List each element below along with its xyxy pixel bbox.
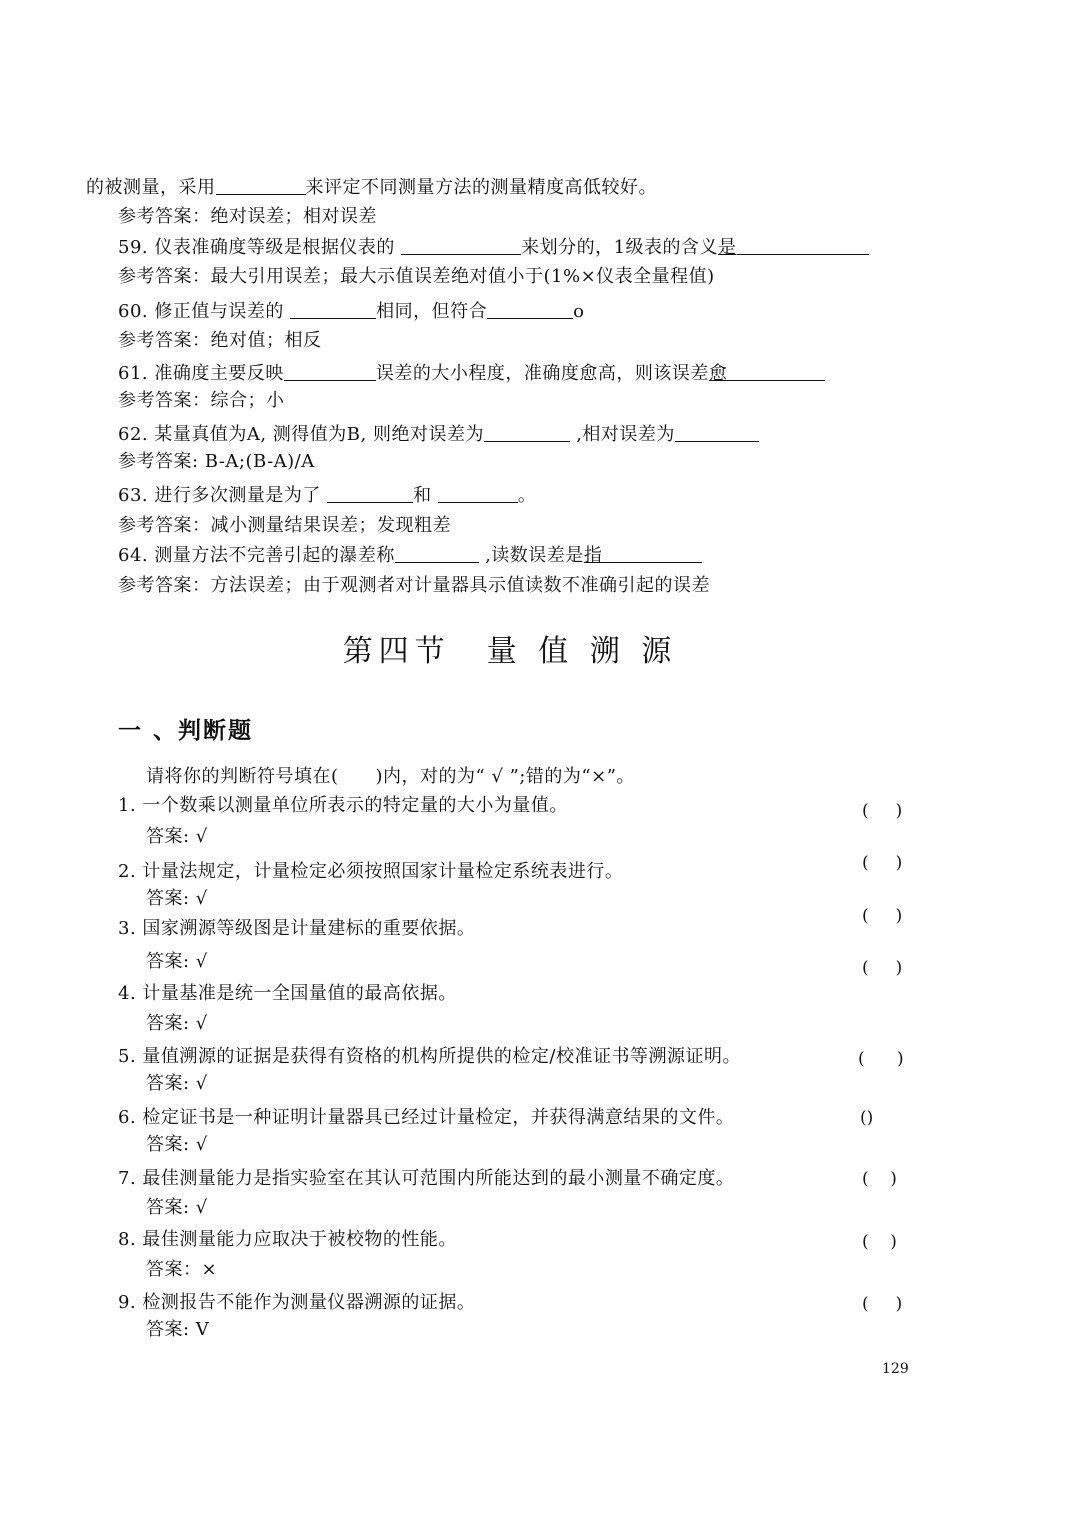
judgment-answer: 答案: √ (146, 1013, 208, 1034)
judgment-answer: 答案：× (146, 1259, 218, 1280)
question-text: ,相对误差为 (569, 424, 675, 445)
question-64 (118, 545, 702, 567)
judgment-question: 5. 量值溯源的证据是获得有资格的机构所提供的检定/校准证书等溯源证明。 (118, 1046, 741, 1067)
question-text: 和 (413, 485, 438, 506)
reference-answer: 参考答案：综合；小 (118, 390, 285, 411)
answer-blank (602, 546, 702, 563)
underlined-char: 指 (583, 545, 603, 566)
question-63 (118, 485, 536, 507)
answer-blank (284, 364, 376, 381)
question-text: ,读数误差是 (478, 545, 584, 566)
question-line (86, 177, 657, 199)
reference-answer: 参考答案：减小测量结果误差；发现粗差 (118, 515, 451, 536)
answer-blank (487, 302, 573, 319)
judgment-question: 8. 最佳测量能力应取决于被校物的性能。 (118, 1229, 457, 1250)
question-text: o (573, 301, 585, 322)
instruction: 请将你的判断符号填在( )内，对的为“ √ ”;错的为“×”。 (146, 766, 635, 787)
question-text: 64. 测量方法不完善引起的瀑差称 (118, 545, 395, 566)
reference-answer: 参考答案：方法误差；由于观测者对计量器具示值读数不准确引起的误差 (118, 575, 710, 596)
judgment-answer: 答案: V (146, 1319, 210, 1340)
question-61 (118, 363, 825, 385)
answer-parentheses: ( ) (858, 1049, 904, 1069)
answer-blank (216, 178, 306, 195)
judgment-answer: 答案: √ (146, 951, 208, 972)
reference-answer: 参考答案：绝对误差；相对误差 (118, 206, 377, 227)
answer-parentheses: ( ) (862, 1169, 897, 1189)
answer-blank (484, 425, 570, 442)
reference-answer: 参考答案: B-A;(B-A)/A (118, 451, 315, 472)
underlined-char: 是 (718, 237, 737, 258)
question-text: 63. 进行多次测量是为了 (118, 485, 328, 506)
answer-blank (401, 238, 521, 255)
answer-parentheses: ( ) (862, 958, 903, 978)
question-text: 来划分的，1级表的含义 (521, 237, 719, 258)
part-title: 一 、判断题 (118, 717, 254, 744)
answer-parentheses: ( ) (862, 1232, 897, 1252)
answer-parentheses: ( ) (862, 1294, 903, 1314)
judgment-question: 2. 计量法规定，计量检定必须按照国家计量检定系统表进行。 (118, 861, 624, 882)
answer-blank (438, 486, 518, 503)
judgment-question: 9. 检测报告不能作为测量仪器溯源的证据。 (118, 1292, 476, 1313)
question-text: 60. 修正值与误差的 (118, 301, 291, 322)
question-text: 误差的大小程度，准确度愈高，则该误差 (375, 363, 709, 384)
underlined-char: 愈 (708, 363, 728, 384)
judgment-answer: 答案: √ (146, 888, 208, 909)
question-text: 61. 准确度主要反映 (118, 363, 284, 384)
question-text: 。 (517, 485, 537, 506)
question-text: 的被测量，采用 (86, 177, 216, 198)
judgment-answer: 答案: √ (146, 1073, 208, 1094)
judgment-question: 1. 一个数乘以测量单位所表示的特定量的大小为量值。 (118, 795, 568, 816)
answer-blank (327, 486, 413, 503)
question-text: 相同，但符合 (376, 301, 488, 322)
question-62 (118, 424, 759, 446)
question-text: 59. 仪表准确度等级是根据仪表的 (118, 237, 402, 258)
judgment-answer: 答案: √ (146, 1197, 208, 1218)
answer-parentheses: ( ) (862, 801, 903, 821)
section-title: 第四节 量 值 溯 源 (342, 634, 678, 669)
answer-parentheses: ( ) (862, 853, 903, 873)
question-60 (118, 301, 584, 323)
judgment-question: 4. 计量基准是统一全国量值的最高依据。 (118, 983, 457, 1004)
page-number: 129 (882, 1361, 909, 1377)
answer-blank (727, 364, 825, 381)
judgment-answer: 答案: √ (146, 826, 208, 847)
question-text: 62. 某量真值为A, 测得值为B, 则绝对误差为 (118, 424, 484, 445)
judgment-question: 3. 国家溯源等级图是计量建标的重要依据。 (118, 918, 476, 939)
answer-blank (675, 425, 759, 442)
question-59 (118, 237, 869, 259)
reference-answer: 参考答案：最大引用误差；最大示值误差绝对值小于(1%×仪表全量程值) (118, 266, 715, 287)
answer-parentheses: () (860, 1108, 874, 1128)
judgment-question: 6. 检定证书是一种证明计量器具已经过计量检定，并获得满意结果的文件。 (118, 1107, 735, 1128)
question-text: 来评定不同测量方法的测量精度高低较好。 (305, 177, 657, 198)
answer-parentheses: ( ) (862, 906, 903, 926)
answer-blank (737, 238, 869, 255)
judgment-question: 7. 最佳测量能力是指实验室在其认可范围内所能达到的最小测量不确定度。 (118, 1168, 735, 1189)
reference-answer: 参考答案：绝对值；相反 (118, 330, 322, 351)
answer-blank (290, 302, 376, 319)
answer-blank (395, 546, 479, 563)
judgment-answer: 答案: √ (146, 1134, 208, 1155)
